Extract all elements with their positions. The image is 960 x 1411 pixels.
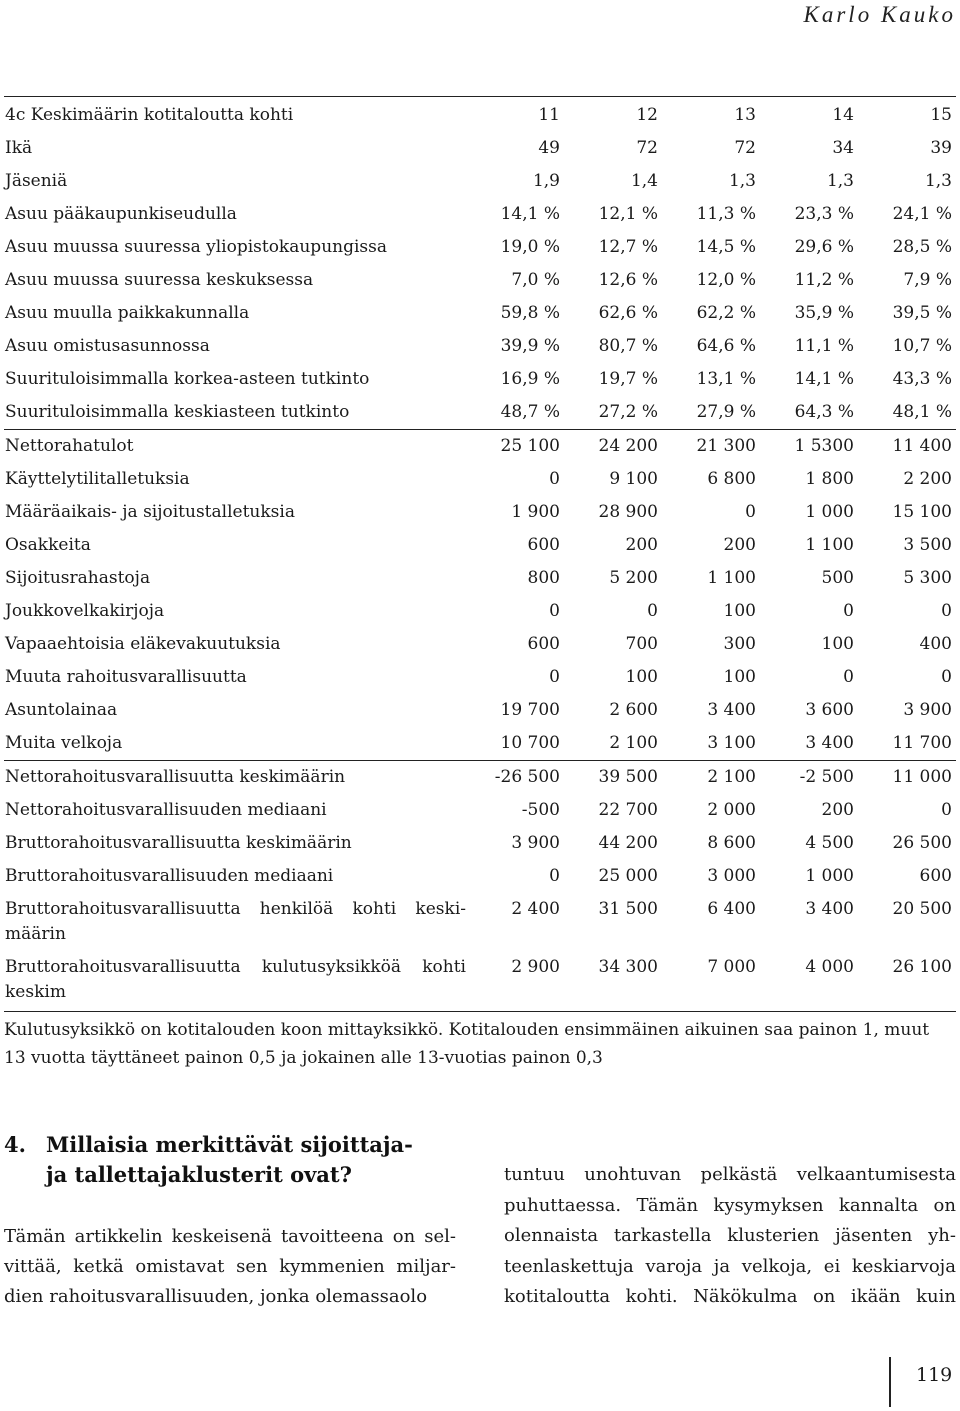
table-cell: 2 600 xyxy=(609,700,658,720)
table-cell: 11 400 xyxy=(858,430,956,464)
table-cell: 2 100 xyxy=(662,761,760,795)
table-row xyxy=(4,951,956,1009)
column-header: 14 xyxy=(832,105,854,125)
page-number-rule xyxy=(889,1357,891,1407)
table-cell: 3 000 xyxy=(707,866,756,886)
table-cell: 19 700 xyxy=(500,700,560,720)
table-cell: 28,5 % xyxy=(892,237,952,257)
table-cell: 72 xyxy=(734,138,756,158)
table-row xyxy=(4,198,956,231)
table-cell: 26 500 xyxy=(892,833,952,853)
table-cell: 19,7 % xyxy=(598,369,658,389)
body-line: tuntuu unohtuvan pelkästä velkaantumisesta xyxy=(504,1164,956,1185)
table-cell: 19,0 % xyxy=(500,237,560,257)
row-label: Asuntolainaa xyxy=(5,700,118,720)
table-cell: 12,7 % xyxy=(598,237,658,257)
table-cell: 13,1 % xyxy=(696,369,756,389)
table-cell: 200 xyxy=(625,535,658,555)
table-cell: 3 100 xyxy=(707,733,756,753)
section-title-line-2: ja tallettajaklusterit ovat? xyxy=(46,1162,352,1187)
table-row xyxy=(4,694,956,727)
row-label: Nettorahatulot xyxy=(4,430,466,464)
table-cell: 2 400 xyxy=(511,899,560,919)
table-cell: 2 200 xyxy=(903,469,952,489)
table-cell: 26 100 xyxy=(892,957,952,977)
table-row xyxy=(4,363,956,396)
table-cell: 14,5 % xyxy=(696,237,756,257)
table-cell: 64,3 % xyxy=(794,402,854,422)
table-cell: 1 800 xyxy=(805,469,854,489)
table-cell: 34 xyxy=(832,138,854,158)
row-label: Muuta rahoitusvarallisuutta xyxy=(5,667,247,687)
table-row xyxy=(4,165,956,198)
table-cell: 0 xyxy=(843,601,854,621)
table-row xyxy=(4,396,956,430)
row-label: Suurituloisimmalla keskiasteen tutkinto xyxy=(5,402,350,422)
table-cell: 29,6 % xyxy=(794,237,854,257)
page-number: 119 xyxy=(916,1364,953,1386)
table-cell: 14,1 % xyxy=(794,369,854,389)
table-row xyxy=(4,529,956,562)
table-cell: 28 900 xyxy=(598,502,658,522)
table-cell: 80,7 % xyxy=(598,336,658,356)
table-body xyxy=(4,97,956,1009)
table-cell: 1,9 xyxy=(532,171,560,191)
table-cell: 43,3 % xyxy=(892,369,952,389)
table-cell: 12,0 % xyxy=(696,270,756,290)
table-row xyxy=(4,231,956,264)
table-cell: 11,2 % xyxy=(794,270,854,290)
table-cell: 10,7 % xyxy=(892,336,952,356)
table-cell: 25 000 xyxy=(598,866,658,886)
table-cell: 100 xyxy=(821,634,854,654)
table-cell: 62,2 % xyxy=(696,303,756,323)
section-number: 4. xyxy=(4,1132,26,1157)
table-cell: 0 xyxy=(941,601,952,621)
table-cell: 600 xyxy=(527,535,560,555)
column-header: 13 xyxy=(734,105,756,125)
table-cell: 3 400 xyxy=(707,700,756,720)
table-row xyxy=(4,860,956,893)
table-row xyxy=(4,496,956,529)
table-cell: 27,2 % xyxy=(598,402,658,422)
table-cell: 9 100 xyxy=(609,469,658,489)
table-cell: 27,9 % xyxy=(696,402,756,422)
table-cell: 0 xyxy=(941,800,952,820)
row-label: Bruttorahoitusvarallisuutta henkilöä kohti keski-määrin xyxy=(5,899,466,944)
table-cell: 3 400 xyxy=(805,733,854,753)
table-cell: 100 xyxy=(625,667,658,687)
body-line: Tämän artikkelin keskeisenä tavoitteena on sel- xyxy=(4,1226,456,1247)
row-label: Ikä xyxy=(5,138,33,158)
table-cell: 0 xyxy=(941,667,952,687)
table-cell: 0 xyxy=(549,667,560,687)
body-line: kotitaloutta kohti. Näkökulma on ikään kuin xyxy=(504,1286,956,1307)
table-cell: 800 xyxy=(527,568,560,588)
table-row xyxy=(4,430,956,464)
section-heading xyxy=(4,1130,444,1190)
table-cell: 500 xyxy=(821,568,854,588)
table-cell: 11 700 xyxy=(892,733,952,753)
table-row xyxy=(4,628,956,661)
table-row xyxy=(4,330,956,363)
table-cell: 0 xyxy=(549,866,560,886)
table-footnote: Kulutusyksikkö on kotitalouden koon mittayksikkö. Kotitalouden ensimmäinen aikuinen saa painon 1, muut 13 vuotta täyttäneet painon 0,5 ja jokainen alle 13-vuotias painon 0,3 xyxy=(4,1011,956,1072)
table-cell: 4 500 xyxy=(805,833,854,853)
table-cell: 5 200 xyxy=(609,568,658,588)
table-cell: 8 600 xyxy=(707,833,756,853)
table-cell: 200 xyxy=(723,535,756,555)
table-cell: 1 5300 xyxy=(760,430,858,464)
table-cell: 31 500 xyxy=(598,899,658,919)
table-row xyxy=(4,727,956,761)
row-label: Osakkeita xyxy=(5,535,91,555)
body-line: olennaista tarkastella klusterien jäsenten yh- xyxy=(504,1225,956,1246)
table-row xyxy=(4,893,956,951)
table-cell: 2 100 xyxy=(609,733,658,753)
table-cell: 1,4 xyxy=(630,171,658,191)
row-label: Muita velkoja xyxy=(5,733,123,753)
table-cell: 11,3 % xyxy=(696,204,756,224)
table-cell: 2 900 xyxy=(511,957,560,977)
table-cell: 1 100 xyxy=(707,568,756,588)
table-cell: 64,6 % xyxy=(696,336,756,356)
row-label: Bruttorahoitusvarallisuuden mediaani xyxy=(5,866,334,886)
table-header-row xyxy=(4,97,956,132)
table-cell: 1 000 xyxy=(805,866,854,886)
table-cell: 400 xyxy=(919,634,952,654)
row-label: Nettorahoitusvarallisuuden mediaani xyxy=(5,800,327,820)
body-line: dien rahoitusvarallisuuden, jonka olemassaolo xyxy=(4,1286,428,1307)
table-cell: 200 xyxy=(821,800,854,820)
table-cell: 5 300 xyxy=(903,568,952,588)
table-cell: 1 000 xyxy=(805,502,854,522)
table-cell: 0 xyxy=(745,502,756,522)
table-cell: 0 xyxy=(549,469,560,489)
row-label: Suurituloisimmalla korkea-asteen tutkinto xyxy=(5,369,370,389)
body-line: puhuttaessa. Tämän kysymyksen kannalta on xyxy=(504,1194,956,1216)
table-cell: 3 900 xyxy=(511,833,560,853)
table-cell: 11 000 xyxy=(858,761,956,795)
table-title: 4c Keskimäärin kotitaloutta kohti xyxy=(5,105,294,125)
table-cell: 25 100 xyxy=(466,430,564,464)
table-cell: -26 500 xyxy=(466,761,564,795)
row-label: Jäseniä xyxy=(5,171,68,191)
table-row xyxy=(4,297,956,330)
table-cell: 3 400 xyxy=(805,899,854,919)
table-cell: 21 300 xyxy=(662,430,760,464)
row-label: Bruttorahoitusvarallisuutta kulutusyksikköä kohti keskim xyxy=(5,957,466,1002)
table-cell: 7,9 % xyxy=(903,270,952,290)
table-cell: 11,1 % xyxy=(794,336,854,356)
table-cell: 300 xyxy=(723,634,756,654)
table-cell: 35,9 % xyxy=(794,303,854,323)
body-text-right-column xyxy=(504,1160,956,1313)
row-label: Asuu muulla paikkakunnalla xyxy=(5,303,250,323)
table-row xyxy=(4,463,956,496)
table-cell: 72 xyxy=(636,138,658,158)
section-title-line-1: Millaisia merkittävät sijoittaja- xyxy=(46,1132,413,1157)
table-cell: 14,1 % xyxy=(500,204,560,224)
table-cell: 2 000 xyxy=(707,800,756,820)
table-cell: 10 700 xyxy=(500,733,560,753)
table-cell: 59,8 % xyxy=(500,303,560,323)
column-header: 12 xyxy=(636,105,658,125)
table-cell: 1 900 xyxy=(511,502,560,522)
table-cell: 0 xyxy=(647,601,658,621)
row-label: Nettorahoitusvarallisuutta keskimäärin xyxy=(4,761,466,795)
table-cell: 39 xyxy=(930,138,952,158)
row-label: Käyttelytilitalletuksia xyxy=(5,469,190,489)
running-head: Karlo Kauko xyxy=(803,2,956,27)
table-row xyxy=(4,562,956,595)
table-cell: 1,3 xyxy=(924,171,952,191)
table-row xyxy=(4,264,956,297)
table-cell: -500 xyxy=(521,800,560,820)
table-cell: -2 500 xyxy=(760,761,858,795)
row-label: Määräaikais- ja sijoitustalletuksia xyxy=(5,502,295,522)
table-cell: 34 300 xyxy=(598,957,658,977)
row-label: Asuu muussa suuressa yliopistokaupungissa xyxy=(5,237,387,257)
row-label: Joukkovelkakirjoja xyxy=(5,601,165,621)
table-cell: 7,0 % xyxy=(511,270,560,290)
table-cell: 100 xyxy=(723,601,756,621)
table-cell: 600 xyxy=(919,866,952,886)
table-cell: 44 200 xyxy=(598,833,658,853)
table-cell: 1,3 xyxy=(728,171,756,191)
table-cell: 3 900 xyxy=(903,700,952,720)
table-cell: 15 100 xyxy=(892,502,952,522)
body-line: teenlaskettuja varoja ja velkoja, ei keskiarvoja xyxy=(504,1255,956,1277)
column-header: 15 xyxy=(930,105,952,125)
data-table xyxy=(4,97,956,1009)
table-row xyxy=(4,595,956,628)
table-cell: 6 800 xyxy=(707,469,756,489)
table-cell: 6 400 xyxy=(707,899,756,919)
table-cell: 39,5 % xyxy=(892,303,952,323)
table-cell: 7 000 xyxy=(707,957,756,977)
table-cell: 16,9 % xyxy=(500,369,560,389)
row-label: Sijoitusrahastoja xyxy=(5,568,151,588)
table-row xyxy=(4,827,956,860)
table-cell: 600 xyxy=(527,634,560,654)
table-cell: 62,6 % xyxy=(598,303,658,323)
row-label: Bruttorahoitusvarallisuutta keskimäärin xyxy=(5,833,352,853)
table-cell: 24,1 % xyxy=(892,204,952,224)
table-cell: 3 600 xyxy=(805,700,854,720)
table-cell: 4 000 xyxy=(805,957,854,977)
body-text-left-column xyxy=(4,1222,456,1312)
table-cell: 100 xyxy=(723,667,756,687)
row-label: Asuu pääkaupunkiseudulla xyxy=(5,204,237,224)
row-label: Asuu omistusasunnossa xyxy=(5,336,210,356)
table-cell: 1,3 xyxy=(826,171,854,191)
table-cell: 24 200 xyxy=(564,430,662,464)
household-table xyxy=(4,96,956,1072)
table-cell: 48,7 % xyxy=(500,402,560,422)
table-cell: 0 xyxy=(843,667,854,687)
table-cell: 1 100 xyxy=(805,535,854,555)
column-header: 11 xyxy=(538,105,560,125)
table-cell: 48,1 % xyxy=(892,402,952,422)
table-cell: 12,6 % xyxy=(598,270,658,290)
table-row xyxy=(4,761,956,795)
row-label: Vapaaehtoisia eläkevakuutuksia xyxy=(5,634,281,654)
table-cell: 23,3 % xyxy=(794,204,854,224)
table-cell: 3 500 xyxy=(903,535,952,555)
table-row xyxy=(4,661,956,694)
table-cell: 22 700 xyxy=(598,800,658,820)
table-cell: 39,9 % xyxy=(500,336,560,356)
body-line: vittää, ketkä omistavat sen kymmenien miljar- xyxy=(4,1256,456,1277)
table-row xyxy=(4,132,956,165)
table-cell: 700 xyxy=(625,634,658,654)
row-label: Asuu muussa suuressa keskuksessa xyxy=(5,270,314,290)
table-row xyxy=(4,794,956,827)
table-cell: 49 xyxy=(538,138,560,158)
table-cell: 20 500 xyxy=(892,899,952,919)
table-cell: 39 500 xyxy=(564,761,662,795)
table-cell: 12,1 % xyxy=(598,204,658,224)
table-cell: 0 xyxy=(549,601,560,621)
